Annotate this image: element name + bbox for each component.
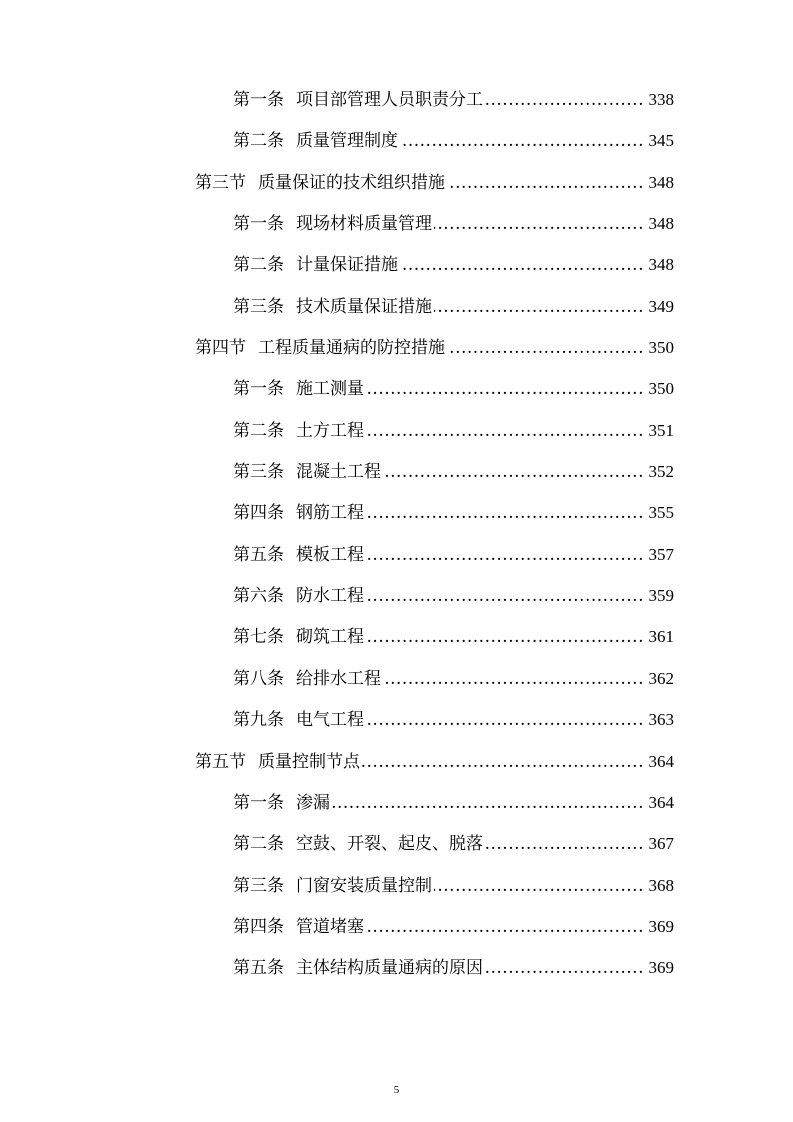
toc-entry-label: 第二条 <box>233 834 284 855</box>
toc-leader-dots <box>400 254 644 276</box>
toc-leader-dots <box>366 916 644 938</box>
toc-entry[interactable] <box>0 420 793 461</box>
toc-entry-title: 计量保证措施 <box>296 255 398 276</box>
toc-entry-title: 工程质量通病的防控措施 <box>258 338 445 359</box>
toc-entry-page: 348 <box>648 214 674 234</box>
toc-entry-title: 土方工程 <box>296 420 364 441</box>
toc-entry-page: 364 <box>648 751 674 771</box>
toc-entry-page: 345 <box>648 131 674 151</box>
toc-entry-label: 第三条 <box>233 462 284 483</box>
toc-entry[interactable] <box>0 130 793 171</box>
toc-entry-title: 管道堵塞 <box>296 916 364 937</box>
toc-entry[interactable] <box>0 792 793 833</box>
toc-entry-label: 第六条 <box>233 586 284 607</box>
toc-entry-title: 混凝土工程 <box>296 462 381 483</box>
toc-entry-label: 第五条 <box>233 958 284 979</box>
toc-entry-label: 第八条 <box>233 668 284 689</box>
toc-leader-dots <box>383 461 644 483</box>
toc-leader-dots <box>366 502 644 524</box>
toc-entry-label: 第三条 <box>233 875 284 896</box>
toc-leader-dots <box>485 833 644 855</box>
toc-entry[interactable] <box>0 709 793 750</box>
toc-leader-dots <box>332 792 644 814</box>
toc-entry-page: 369 <box>648 958 674 978</box>
toc-entry-page: 362 <box>648 668 674 688</box>
toc-entry[interactable] <box>0 626 793 667</box>
toc-entry-title: 质量保证的技术组织措施 <box>258 172 445 193</box>
toc-entry-label: 第二条 <box>233 420 284 441</box>
toc-entry-label: 第一条 <box>233 214 284 235</box>
toc-entry-page: 350 <box>648 338 674 358</box>
toc-entry-title: 砌筑工程 <box>296 627 364 648</box>
toc-section-entry[interactable] <box>0 172 793 213</box>
toc-leader-dots <box>485 89 644 111</box>
toc-entry[interactable] <box>0 916 793 957</box>
toc-entry[interactable] <box>0 585 793 626</box>
toc-entry[interactable] <box>0 378 793 419</box>
toc-entry[interactable] <box>0 502 793 543</box>
toc-leader-dots <box>366 420 644 442</box>
toc-entry-page: 355 <box>648 503 674 523</box>
toc-entry[interactable] <box>0 668 793 709</box>
toc-section-entry[interactable] <box>0 751 793 792</box>
toc-entry-label: 第四节 <box>195 338 246 359</box>
toc-entry-title: 质量管理制度 <box>296 131 398 152</box>
toc-leader-dots <box>362 751 644 773</box>
toc-leader-dots <box>447 337 644 359</box>
toc-entry-title: 给排水工程 <box>296 668 381 689</box>
toc-entry-label: 第四条 <box>233 916 284 937</box>
toc-entry[interactable] <box>0 213 793 254</box>
toc-entry-label: 第五节 <box>195 751 246 772</box>
toc-leader-dots <box>434 296 644 318</box>
toc-entry[interactable] <box>0 461 793 502</box>
toc-entry-title: 施工测量 <box>296 379 364 400</box>
toc-leader-dots <box>366 378 644 400</box>
toc-entry-label: 第九条 <box>233 710 284 731</box>
toc-leader-dots <box>366 626 644 648</box>
toc-leader-dots <box>383 668 644 690</box>
toc-section-entry[interactable] <box>0 337 793 378</box>
toc-entry-title: 防水工程 <box>296 586 364 607</box>
toc-entry[interactable] <box>0 957 793 998</box>
toc-entry-page: 359 <box>648 586 674 606</box>
toc-leader-dots <box>366 585 644 607</box>
toc-entry-label: 第一条 <box>233 90 284 110</box>
toc-entry-page: 348 <box>648 172 674 192</box>
toc-entry-page: 349 <box>648 296 674 316</box>
toc-entry-page: 361 <box>648 627 674 647</box>
toc-entry-page: 363 <box>648 710 674 730</box>
toc-entry[interactable] <box>0 89 793 130</box>
toc-entry-title: 门窗安装质量控制 <box>296 875 432 896</box>
toc-entry-title: 技术质量保证措施 <box>296 296 432 317</box>
toc-entry-label: 第七条 <box>233 627 284 648</box>
toc-leader-dots <box>434 875 644 897</box>
toc-entry-title: 钢筋工程 <box>296 503 364 524</box>
toc-entry-label: 第四条 <box>233 503 284 524</box>
toc-entry-page: 369 <box>648 916 674 936</box>
toc-entry-label: 第一条 <box>233 792 284 813</box>
toc-entry-page: 352 <box>648 462 674 482</box>
toc-entry-page: 338 <box>648 90 674 109</box>
page-number: 5 <box>393 1084 400 1096</box>
toc-entry-page: 350 <box>648 379 674 399</box>
toc-entry-title: 质量控制节点 <box>258 751 360 772</box>
toc-entry-title: 现场材料质量管理 <box>296 214 432 235</box>
toc-entry-page: 364 <box>648 792 674 812</box>
toc-entry[interactable] <box>0 875 793 916</box>
toc-entry-label: 第一条 <box>233 379 284 400</box>
toc-entry[interactable] <box>0 544 793 585</box>
toc-entry-page: 351 <box>648 420 674 440</box>
table-of-contents <box>0 89 793 999</box>
toc-leader-dots <box>434 213 644 235</box>
toc-entry-title: 渗漏 <box>296 792 330 813</box>
toc-entry-title: 空鼓、开裂、起皮、脱落 <box>296 834 483 855</box>
toc-entry[interactable] <box>0 296 793 337</box>
toc-leader-dots <box>366 709 644 731</box>
toc-entry-label: 第二条 <box>233 255 284 276</box>
toc-entry-page: 357 <box>648 544 674 564</box>
toc-leader-dots <box>366 544 644 566</box>
toc-entry-page: 348 <box>648 255 674 275</box>
toc-entry-title: 主体结构质量通病的原因 <box>296 958 483 979</box>
toc-entry[interactable] <box>0 254 793 295</box>
toc-entry-label: 第二条 <box>233 131 284 152</box>
toc-leader-dots <box>400 130 644 152</box>
toc-leader-dots <box>485 957 644 979</box>
toc-entry-title: 电气工程 <box>296 710 364 731</box>
toc-entry-title: 模板工程 <box>296 544 364 565</box>
toc-entry-label: 第三节 <box>195 172 246 193</box>
toc-entry-page: 367 <box>648 834 674 854</box>
toc-entry-title: 项目部管理人员职责分工 <box>296 90 483 110</box>
toc-entry[interactable] <box>0 833 793 874</box>
toc-leader-dots <box>447 172 644 194</box>
toc-entry-page: 368 <box>648 875 674 895</box>
toc-entry-label: 第三条 <box>233 296 284 317</box>
toc-entry-label: 第五条 <box>233 544 284 565</box>
